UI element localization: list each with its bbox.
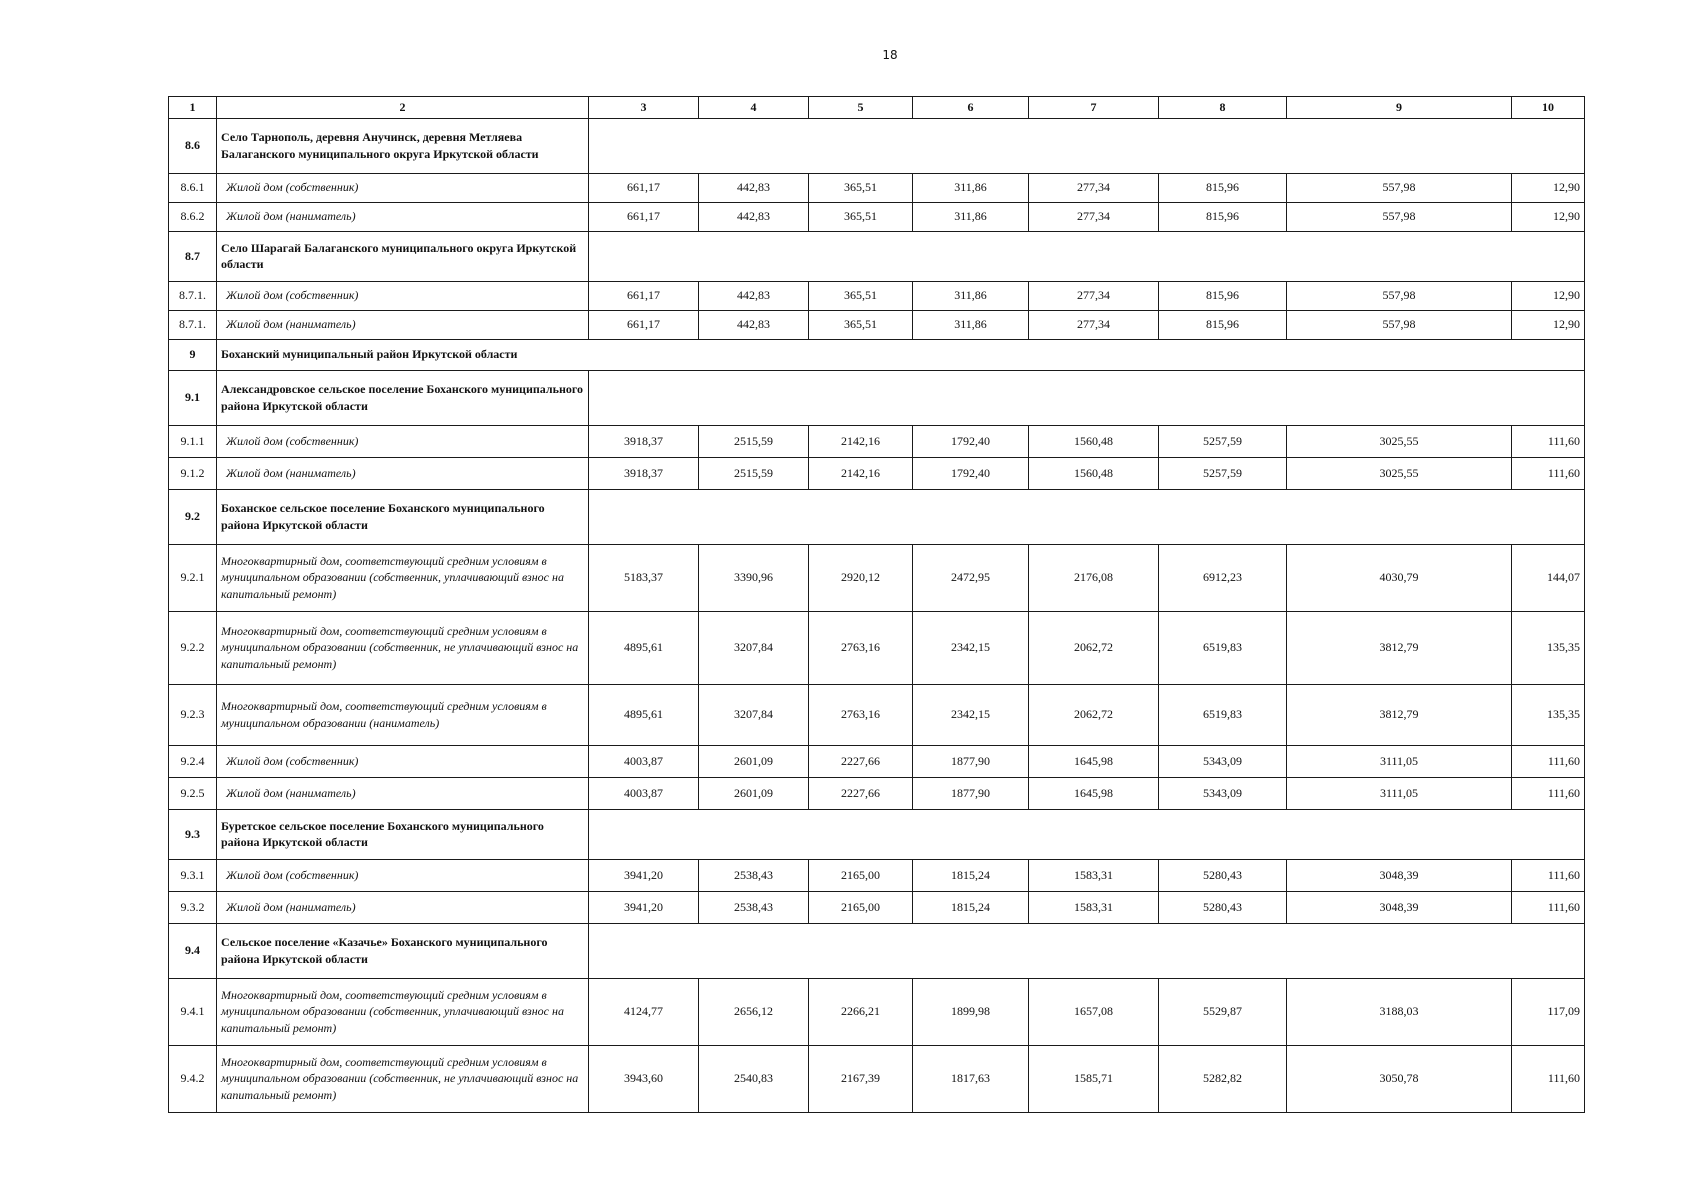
row-number: 8.6.2: [169, 202, 217, 231]
table-row: [169, 202, 1585, 231]
value-col-3: 661,17: [589, 173, 699, 202]
column-number-2: 2: [217, 97, 589, 119]
table-row: [169, 745, 1585, 777]
column-number-4: 4: [699, 97, 809, 119]
value-col-3: 3918,37: [589, 425, 699, 457]
row-description: Многоквартирный дом, соответствующий средним условиям в муниципальном образовании (наниматель): [217, 684, 589, 745]
row-number: 9.1.1: [169, 425, 217, 457]
value-col-8: 5257,59: [1159, 457, 1287, 489]
value-col-8: 5343,09: [1159, 745, 1287, 777]
row-number: 9.4: [169, 923, 217, 978]
value-col-3: 661,17: [589, 310, 699, 339]
value-col-10: 111,60: [1512, 745, 1585, 777]
value-col-8: 5529,87: [1159, 978, 1287, 1045]
value-col-9: 3050,78: [1287, 1045, 1512, 1112]
value-col-4: 2540,83: [699, 1045, 809, 1112]
row-description: Жилой дом (собственник): [217, 425, 589, 457]
value-col-10: 111,60: [1512, 859, 1585, 891]
value-col-4: 3390,96: [699, 544, 809, 611]
table-row: [169, 777, 1585, 809]
value-col-7: 1583,31: [1029, 891, 1159, 923]
value-col-10: 111,60: [1512, 1045, 1585, 1112]
value-col-9: 557,98: [1287, 281, 1512, 310]
value-col-10: 117,09: [1512, 978, 1585, 1045]
value-col-7: 1645,98: [1029, 745, 1159, 777]
value-col-9: 557,98: [1287, 202, 1512, 231]
value-col-3: 661,17: [589, 281, 699, 310]
row-description: Жилой дом (наниматель): [217, 891, 589, 923]
value-col-10: 12,90: [1512, 310, 1585, 339]
value-col-7: 1583,31: [1029, 859, 1159, 891]
value-col-7: 277,34: [1029, 202, 1159, 231]
row-description: Жилой дом (наниматель): [217, 202, 589, 231]
value-col-6: 311,86: [913, 173, 1029, 202]
section-title: Александровское сельское поселение Боханского муниципального района Иркутской области: [217, 370, 589, 425]
row-description: Жилой дом (наниматель): [217, 457, 589, 489]
value-col-7: 2062,72: [1029, 611, 1159, 684]
value-col-9: 3111,05: [1287, 777, 1512, 809]
table-row: [169, 173, 1585, 202]
section-row: [169, 923, 1585, 978]
value-col-7: 1645,98: [1029, 777, 1159, 809]
value-col-10: 12,90: [1512, 202, 1585, 231]
row-description: Многоквартирный дом, соответствующий средним условиям в муниципальном образовании (собственник, не уплачивающий взнос на капитальный ремонт): [217, 611, 589, 684]
value-col-4: 442,83: [699, 202, 809, 231]
value-col-7: 277,34: [1029, 173, 1159, 202]
value-col-5: 365,51: [809, 310, 913, 339]
value-col-9: 3111,05: [1287, 745, 1512, 777]
value-col-4: 442,83: [699, 281, 809, 310]
row-number: 9.2.2: [169, 611, 217, 684]
column-number-9: 9: [1287, 97, 1512, 119]
value-col-3: 4003,87: [589, 745, 699, 777]
value-col-5: 365,51: [809, 202, 913, 231]
value-col-9: 3812,79: [1287, 684, 1512, 745]
row-description: Жилой дом (наниматель): [217, 777, 589, 809]
value-col-9: 3812,79: [1287, 611, 1512, 684]
value-col-8: 815,96: [1159, 202, 1287, 231]
empty-cell: [589, 923, 1585, 978]
table-row: [169, 891, 1585, 923]
column-number-1: 1: [169, 97, 217, 119]
row-number: 9.2.1: [169, 544, 217, 611]
value-col-6: 1899,98: [913, 978, 1029, 1045]
value-col-8: 6519,83: [1159, 611, 1287, 684]
value-col-3: 4124,77: [589, 978, 699, 1045]
row-description: Многоквартирный дом, соответствующий средним условиям в муниципальном образовании (собственник, уплачивающий взнос на капитальный ремонт): [217, 978, 589, 1045]
value-col-5: 2227,66: [809, 745, 913, 777]
value-col-5: 2167,39: [809, 1045, 913, 1112]
value-col-3: 4895,61: [589, 611, 699, 684]
value-col-9: 557,98: [1287, 310, 1512, 339]
row-number: 9.1: [169, 370, 217, 425]
value-col-8: 6519,83: [1159, 684, 1287, 745]
value-col-5: 2227,66: [809, 777, 913, 809]
row-number: 8.7.1.: [169, 310, 217, 339]
value-col-7: 1585,71: [1029, 1045, 1159, 1112]
section-title: Буретское сельское поселение Боханского муниципального района Иркутской области: [217, 809, 589, 859]
value-col-7: 1560,48: [1029, 425, 1159, 457]
row-number: 9.4.2: [169, 1045, 217, 1112]
value-col-4: 442,83: [699, 173, 809, 202]
value-col-9: 3048,39: [1287, 859, 1512, 891]
value-col-6: 311,86: [913, 202, 1029, 231]
value-col-3: 3918,37: [589, 457, 699, 489]
value-col-5: 2920,12: [809, 544, 913, 611]
column-number-5: 5: [809, 97, 913, 119]
value-col-6: 1815,24: [913, 859, 1029, 891]
value-col-8: 815,96: [1159, 281, 1287, 310]
row-number: 8.6: [169, 118, 217, 173]
column-number-3: 3: [589, 97, 699, 119]
column-number-6: 6: [913, 97, 1029, 119]
row-number: 9.2.4: [169, 745, 217, 777]
row-description: Многоквартирный дом, соответствующий средним условиям в муниципальном образовании (собственник, уплачивающий взнос на капитальный ремонт): [217, 544, 589, 611]
value-col-4: 442,83: [699, 310, 809, 339]
value-col-5: 2763,16: [809, 611, 913, 684]
value-col-10: 135,35: [1512, 684, 1585, 745]
row-number: 8.6.1: [169, 173, 217, 202]
value-col-9: 3025,55: [1287, 457, 1512, 489]
table-row: [169, 425, 1585, 457]
value-col-10: 12,90: [1512, 281, 1585, 310]
value-col-4: 2538,43: [699, 859, 809, 891]
row-description: Жилой дом (собственник): [217, 173, 589, 202]
value-col-4: 3207,84: [699, 611, 809, 684]
row-number: 8.7.1.: [169, 281, 217, 310]
value-col-8: 5343,09: [1159, 777, 1287, 809]
table-row: [169, 684, 1585, 745]
row-number: 9.2: [169, 489, 217, 544]
value-col-6: 2472,95: [913, 544, 1029, 611]
column-number-7: 7: [1029, 97, 1159, 119]
value-col-3: 4003,87: [589, 777, 699, 809]
value-col-5: 365,51: [809, 173, 913, 202]
value-col-8: 5257,59: [1159, 425, 1287, 457]
value-col-6: 1877,90: [913, 745, 1029, 777]
value-col-8: 5280,43: [1159, 891, 1287, 923]
value-col-5: 365,51: [809, 281, 913, 310]
value-col-8: 815,96: [1159, 173, 1287, 202]
value-col-3: 5183,37: [589, 544, 699, 611]
value-col-3: 661,17: [589, 202, 699, 231]
value-col-4: 2656,12: [699, 978, 809, 1045]
value-col-9: 557,98: [1287, 173, 1512, 202]
section-row: [169, 809, 1585, 859]
column-number-8: 8: [1159, 97, 1287, 119]
value-col-3: 3943,60: [589, 1045, 699, 1112]
empty-cell: [589, 118, 1585, 173]
row-description: Многоквартирный дом, соответствующий средним условиям в муниципальном образовании (собственник, не уплачивающий взнос на капитальный ремонт): [217, 1045, 589, 1112]
value-col-6: 1792,40: [913, 425, 1029, 457]
value-col-4: 2601,09: [699, 777, 809, 809]
value-col-9: 4030,79: [1287, 544, 1512, 611]
row-number: 9.3.2: [169, 891, 217, 923]
section-row: [169, 370, 1585, 425]
table-row: [169, 859, 1585, 891]
value-col-9: 3025,55: [1287, 425, 1512, 457]
row-description: Жилой дом (наниматель): [217, 310, 589, 339]
row-description: Жилой дом (собственник): [217, 745, 589, 777]
row-number: 9.3: [169, 809, 217, 859]
table-row: [169, 611, 1585, 684]
value-col-4: 3207,84: [699, 684, 809, 745]
value-col-4: 2515,59: [699, 457, 809, 489]
value-col-5: 2142,16: [809, 425, 913, 457]
empty-cell: [589, 370, 1585, 425]
value-col-6: 311,86: [913, 281, 1029, 310]
value-col-5: 2763,16: [809, 684, 913, 745]
value-col-7: 1657,08: [1029, 978, 1159, 1045]
section-row: [169, 489, 1585, 544]
value-col-6: 1815,24: [913, 891, 1029, 923]
row-number: 9.1.2: [169, 457, 217, 489]
value-col-3: 4895,61: [589, 684, 699, 745]
value-col-7: 1560,48: [1029, 457, 1159, 489]
value-col-10: 144,07: [1512, 544, 1585, 611]
value-col-7: 2062,72: [1029, 684, 1159, 745]
value-col-8: 815,96: [1159, 310, 1287, 339]
value-col-3: 3941,20: [589, 891, 699, 923]
empty-cell: [589, 809, 1585, 859]
row-description: Жилой дом (собственник): [217, 859, 589, 891]
row-number: 9.2.3: [169, 684, 217, 745]
value-col-3: 3941,20: [589, 859, 699, 891]
value-col-8: 6912,23: [1159, 544, 1287, 611]
value-col-5: 2142,16: [809, 457, 913, 489]
table-row: [169, 978, 1585, 1045]
value-col-6: 1817,63: [913, 1045, 1029, 1112]
section-row: [169, 231, 1585, 281]
section-title: Село Тарнополь, деревня Анучинск, деревня Метляева Балаганского муниципального округа Иркутской области: [217, 118, 589, 173]
value-col-5: 2266,21: [809, 978, 913, 1045]
section-title: Боханское сельское поселение Боханского муниципального района Иркутской области: [217, 489, 589, 544]
value-col-4: 2601,09: [699, 745, 809, 777]
value-col-5: 2165,00: [809, 891, 913, 923]
value-col-6: 1792,40: [913, 457, 1029, 489]
value-col-8: 5280,43: [1159, 859, 1287, 891]
value-col-6: 1877,90: [913, 777, 1029, 809]
row-number: 8.7: [169, 231, 217, 281]
row-number: 9.2.5: [169, 777, 217, 809]
value-col-5: 2165,00: [809, 859, 913, 891]
empty-cell: [589, 231, 1585, 281]
table-row: [169, 1045, 1585, 1112]
value-col-10: 111,60: [1512, 457, 1585, 489]
section-title: Сельское поселение «Казачье» Боханского муниципального района Иркутской области: [217, 923, 589, 978]
row-number: 9.4.1: [169, 978, 217, 1045]
page-number: 18: [882, 48, 898, 62]
empty-cell: [589, 489, 1585, 544]
value-col-9: 3188,03: [1287, 978, 1512, 1045]
table-row: [169, 457, 1585, 489]
table-row: [169, 281, 1585, 310]
column-number-header-row: [169, 97, 1585, 119]
value-col-4: 2515,59: [699, 425, 809, 457]
section-row: [169, 339, 1585, 370]
value-col-7: 277,34: [1029, 310, 1159, 339]
section-title: Боханский муниципальный район Иркутской области: [217, 339, 1585, 370]
section-title: Село Шарагай Балаганского муниципального округа Иркутской области: [217, 231, 589, 281]
value-col-10: 111,60: [1512, 425, 1585, 457]
value-col-6: 2342,15: [913, 684, 1029, 745]
table-row: [169, 310, 1585, 339]
value-col-10: 12,90: [1512, 173, 1585, 202]
value-col-10: 135,35: [1512, 611, 1585, 684]
value-col-6: 2342,15: [913, 611, 1029, 684]
value-col-4: 2538,43: [699, 891, 809, 923]
tariff-table: [168, 96, 1585, 1113]
value-col-7: 277,34: [1029, 281, 1159, 310]
row-number: 9: [169, 339, 217, 370]
value-col-8: 5282,82: [1159, 1045, 1287, 1112]
value-col-10: 111,60: [1512, 777, 1585, 809]
value-col-9: 3048,39: [1287, 891, 1512, 923]
column-number-10: 10: [1512, 97, 1585, 119]
table-row: [169, 544, 1585, 611]
section-row: [169, 118, 1585, 173]
row-description: Жилой дом (собственник): [217, 281, 589, 310]
row-number: 9.3.1: [169, 859, 217, 891]
value-col-6: 311,86: [913, 310, 1029, 339]
value-col-7: 2176,08: [1029, 544, 1159, 611]
value-col-10: 111,60: [1512, 891, 1585, 923]
